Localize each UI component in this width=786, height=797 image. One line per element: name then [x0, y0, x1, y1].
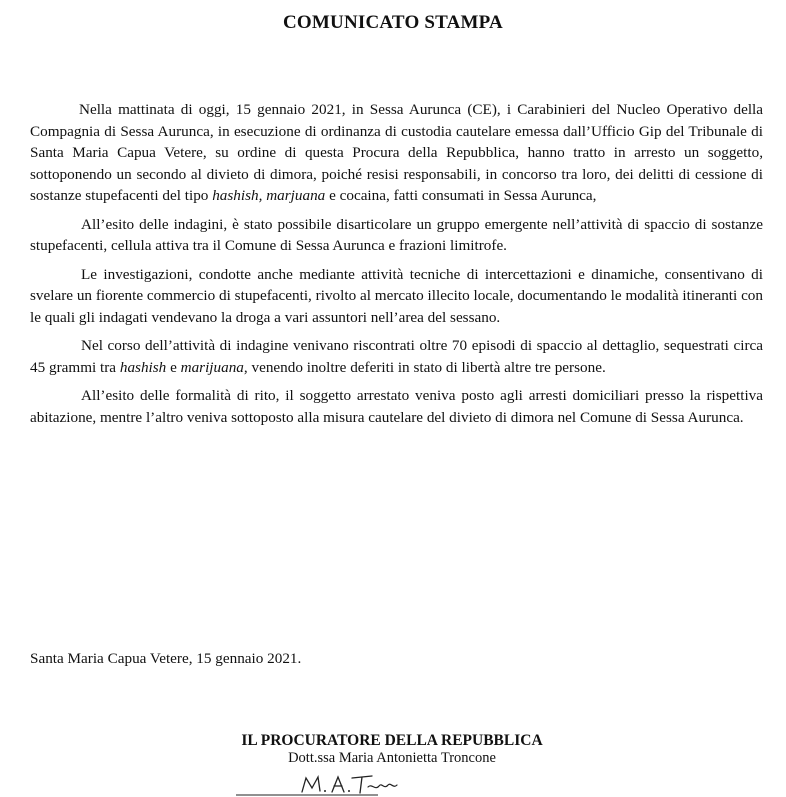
paragraph-4-italic-a: hashish — [119, 358, 167, 376]
signature-block — [192, 732, 592, 767]
paragraph-1-text-a: Nella mattinata di oggi, 15 gennaio 2021, in Sessa Aurunca (CE), i Carabinieri del Nucleo Operativo della Compagnia di Sessa Aurunca, in esecuzione di ordinanza di custodia cautelare emessa dall’Ufficio Gip del Tribunale di Santa Maria Capua Vetere, su ordine di questa Procura della Repubblica, hanno tratto in arresto un soggetto, sottoponendo un secondo al divieto di dimora, poiché resisi responsabili, in concorso tra loro, dei delitti di cessione di sostanze stupefacenti del tipo — [30, 101, 763, 204]
document-title: COMUNICATO STAMPA — [283, 12, 503, 33]
press-release-body — [30, 99, 763, 428]
handwritten-signature — [228, 772, 478, 797]
paragraph-4-text-b: e — [166, 358, 181, 376]
signature-dot-1 — [324, 790, 326, 792]
signature-name: Dott.ssa Maria Antonietta Troncone — [288, 750, 496, 766]
signature-stroke-a — [332, 777, 344, 792]
signature-title: IL PROCURATORE DELLA REPUBBLICA — [241, 732, 543, 749]
paragraph-4-italic-b: marijuana — [180, 358, 244, 376]
date-line: Santa Maria Capua Vetere, 15 gennaio 2021. — [30, 650, 302, 667]
paragraph-4 — [30, 335, 763, 378]
paragraph-4-text-c: , venendo inoltre deferiti in stato di libertà altre tre persone. — [243, 358, 606, 376]
paragraph-1-text-b: e cocaina, fatti consumati in Sessa Aurunca, — [325, 187, 597, 204]
paragraph-4-text-a: Nel corso dell’attività di indagine venivano riscontrati oltre 70 episodi di spaccio al dettaglio, sequestrati circa 45 grammi tra — [30, 337, 763, 376]
paragraph-1-italic: hashish, marjuana — [212, 187, 326, 204]
paragraph-1 — [30, 99, 763, 207]
signature-stroke-tail — [368, 784, 397, 787]
paragraph-2: All’esito delle indagini, è stato possibile disarticolare un gruppo emergente nell’attività di spaccio di sostanze stupefacenti, cellula attiva tra il Comune di Sessa Aurunca e frazioni limitrofe. — [30, 215, 763, 254]
paragraph-5: All’esito delle formalità di rito, il soggetto arrestato veniva posto agli arresti domiciliari presso la rispettiva abitazione, mentre l’altro veniva sottoposto alla misura cautelare del divieto di dimora nel Comune di Sessa Aurunca. — [30, 387, 763, 426]
signature-stroke-t — [352, 776, 372, 793]
paragraph-3: Le investigazioni, condotte anche mediante attività tecniche di intercettazioni e dinamiche, consentivano di svelare un fiorente commercio di stupefacenti, rivolto al mercato illecito locale, documentando le modalità itineranti con le quali gli indagati vendevano la droga a vari assuntori nell’area del sessano. — [30, 265, 763, 326]
signature-stroke-m — [302, 777, 320, 792]
signature-dot-2 — [348, 790, 350, 792]
